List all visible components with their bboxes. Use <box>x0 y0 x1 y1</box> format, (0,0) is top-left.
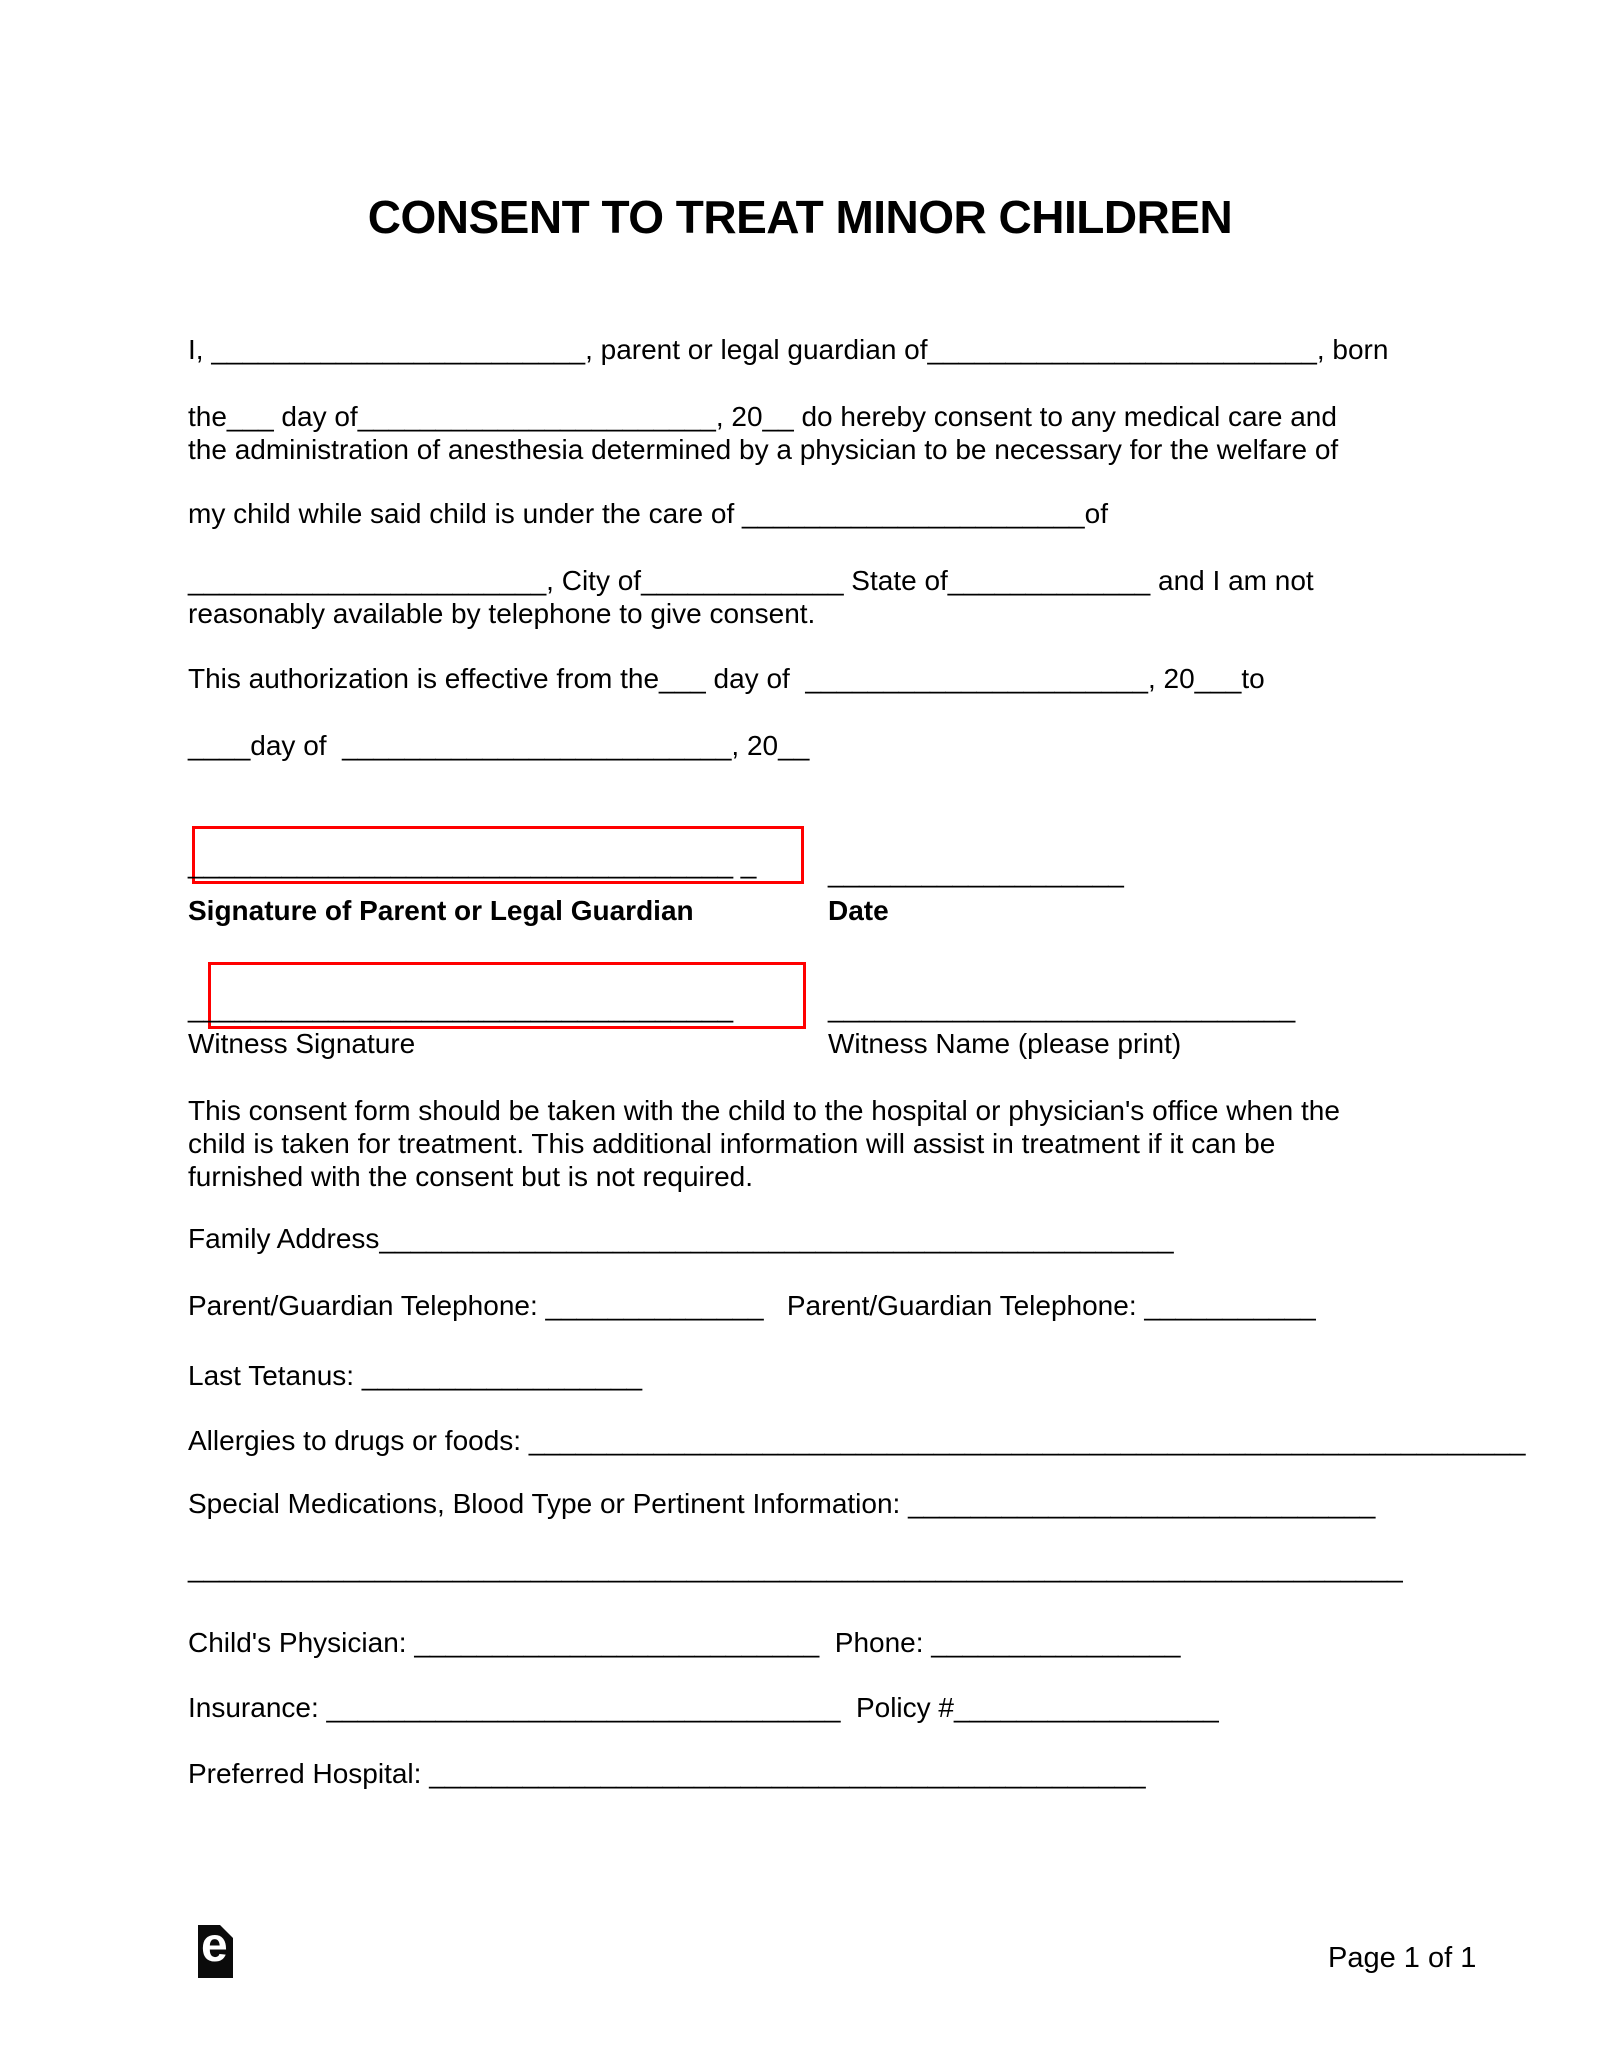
page-number-label: Page 1 of 1 <box>1328 1942 1477 1974</box>
page-title: CONSENT TO TREAT MINOR CHILDREN <box>367 191 1233 243</box>
info-paragraph-line-1: This consent form should be taken with the child to the hospital or physician's office when the <box>188 1095 1340 1126</box>
telephone-consent-line: reasonably available by telephone to give consent. <box>188 598 816 629</box>
city-state-line: _______________________, City of_____________ State of_____________ and I am not <box>188 565 1314 596</box>
witness-signature-label: Witness Signature <box>188 1028 416 1059</box>
info-paragraph-line-3: furnished with the consent but is not required. <box>188 1161 754 1192</box>
family-address-field: Family Address___________________________________________________ <box>188 1223 1174 1254</box>
child-care-line: my child while said child is under the care of ______________________of <box>188 498 1108 529</box>
consent-date-line: the___ day of_______________________, 20__ do hereby consent to any medical care and <box>188 401 1337 432</box>
preferred-hospital-field: Preferred Hospital: ______________________________________________ <box>188 1758 1146 1789</box>
last-tetanus-field: Last Tetanus: __________________ <box>188 1360 643 1391</box>
witness-name-label: Witness Name (please print) <box>828 1028 1182 1059</box>
special-medications-continuation-line: ______________________________________________________________________________ <box>188 1552 1403 1583</box>
date-line: ___________________ <box>828 857 1124 888</box>
info-paragraph-line-2: child is taken for treatment. This additional information will assist in treatment if it can be <box>188 1128 1276 1159</box>
parent-signature-line: ___________________________________ _ <box>188 848 757 879</box>
insurance-policy-field: Insurance: _________________________________ Policy #_________________ <box>188 1692 1219 1723</box>
authorization-effective-line: This authorization is effective from the___ day of ______________________, 20___to <box>188 663 1265 694</box>
intro-guardian-line: I, ________________________, parent or legal guardian of_________________________, born <box>188 334 1389 365</box>
allergies-field: Allergies to drugs or foods: ________________________________________________________________ <box>188 1425 1526 1456</box>
witness-name-line: ______________________________ <box>828 992 1296 1023</box>
eforms-logo <box>198 1919 233 1978</box>
authorization-end-line: ____day of _________________________, 20__ <box>188 730 810 761</box>
eforms-logo-letter: e <box>201 1919 228 1972</box>
date-label: Date <box>828 895 889 926</box>
witness-signature-line: ___________________________________ <box>188 992 734 1023</box>
childs-physician-field: Child's Physician: __________________________ Phone: ________________ <box>188 1627 1181 1658</box>
consent-anesthesia-line: the administration of anesthesia determined by a physician to be necessary for the welfare of <box>188 434 1339 465</box>
parent-signature-label: Signature of Parent or Legal Guardian <box>188 895 694 926</box>
guardian-telephone-fields: Parent/Guardian Telephone: ______________ Parent/Guardian Telephone: ___________ <box>188 1290 1316 1321</box>
special-medications-field: Special Medications, Blood Type or Pertinent Information: ______________________________ <box>188 1488 1376 1519</box>
